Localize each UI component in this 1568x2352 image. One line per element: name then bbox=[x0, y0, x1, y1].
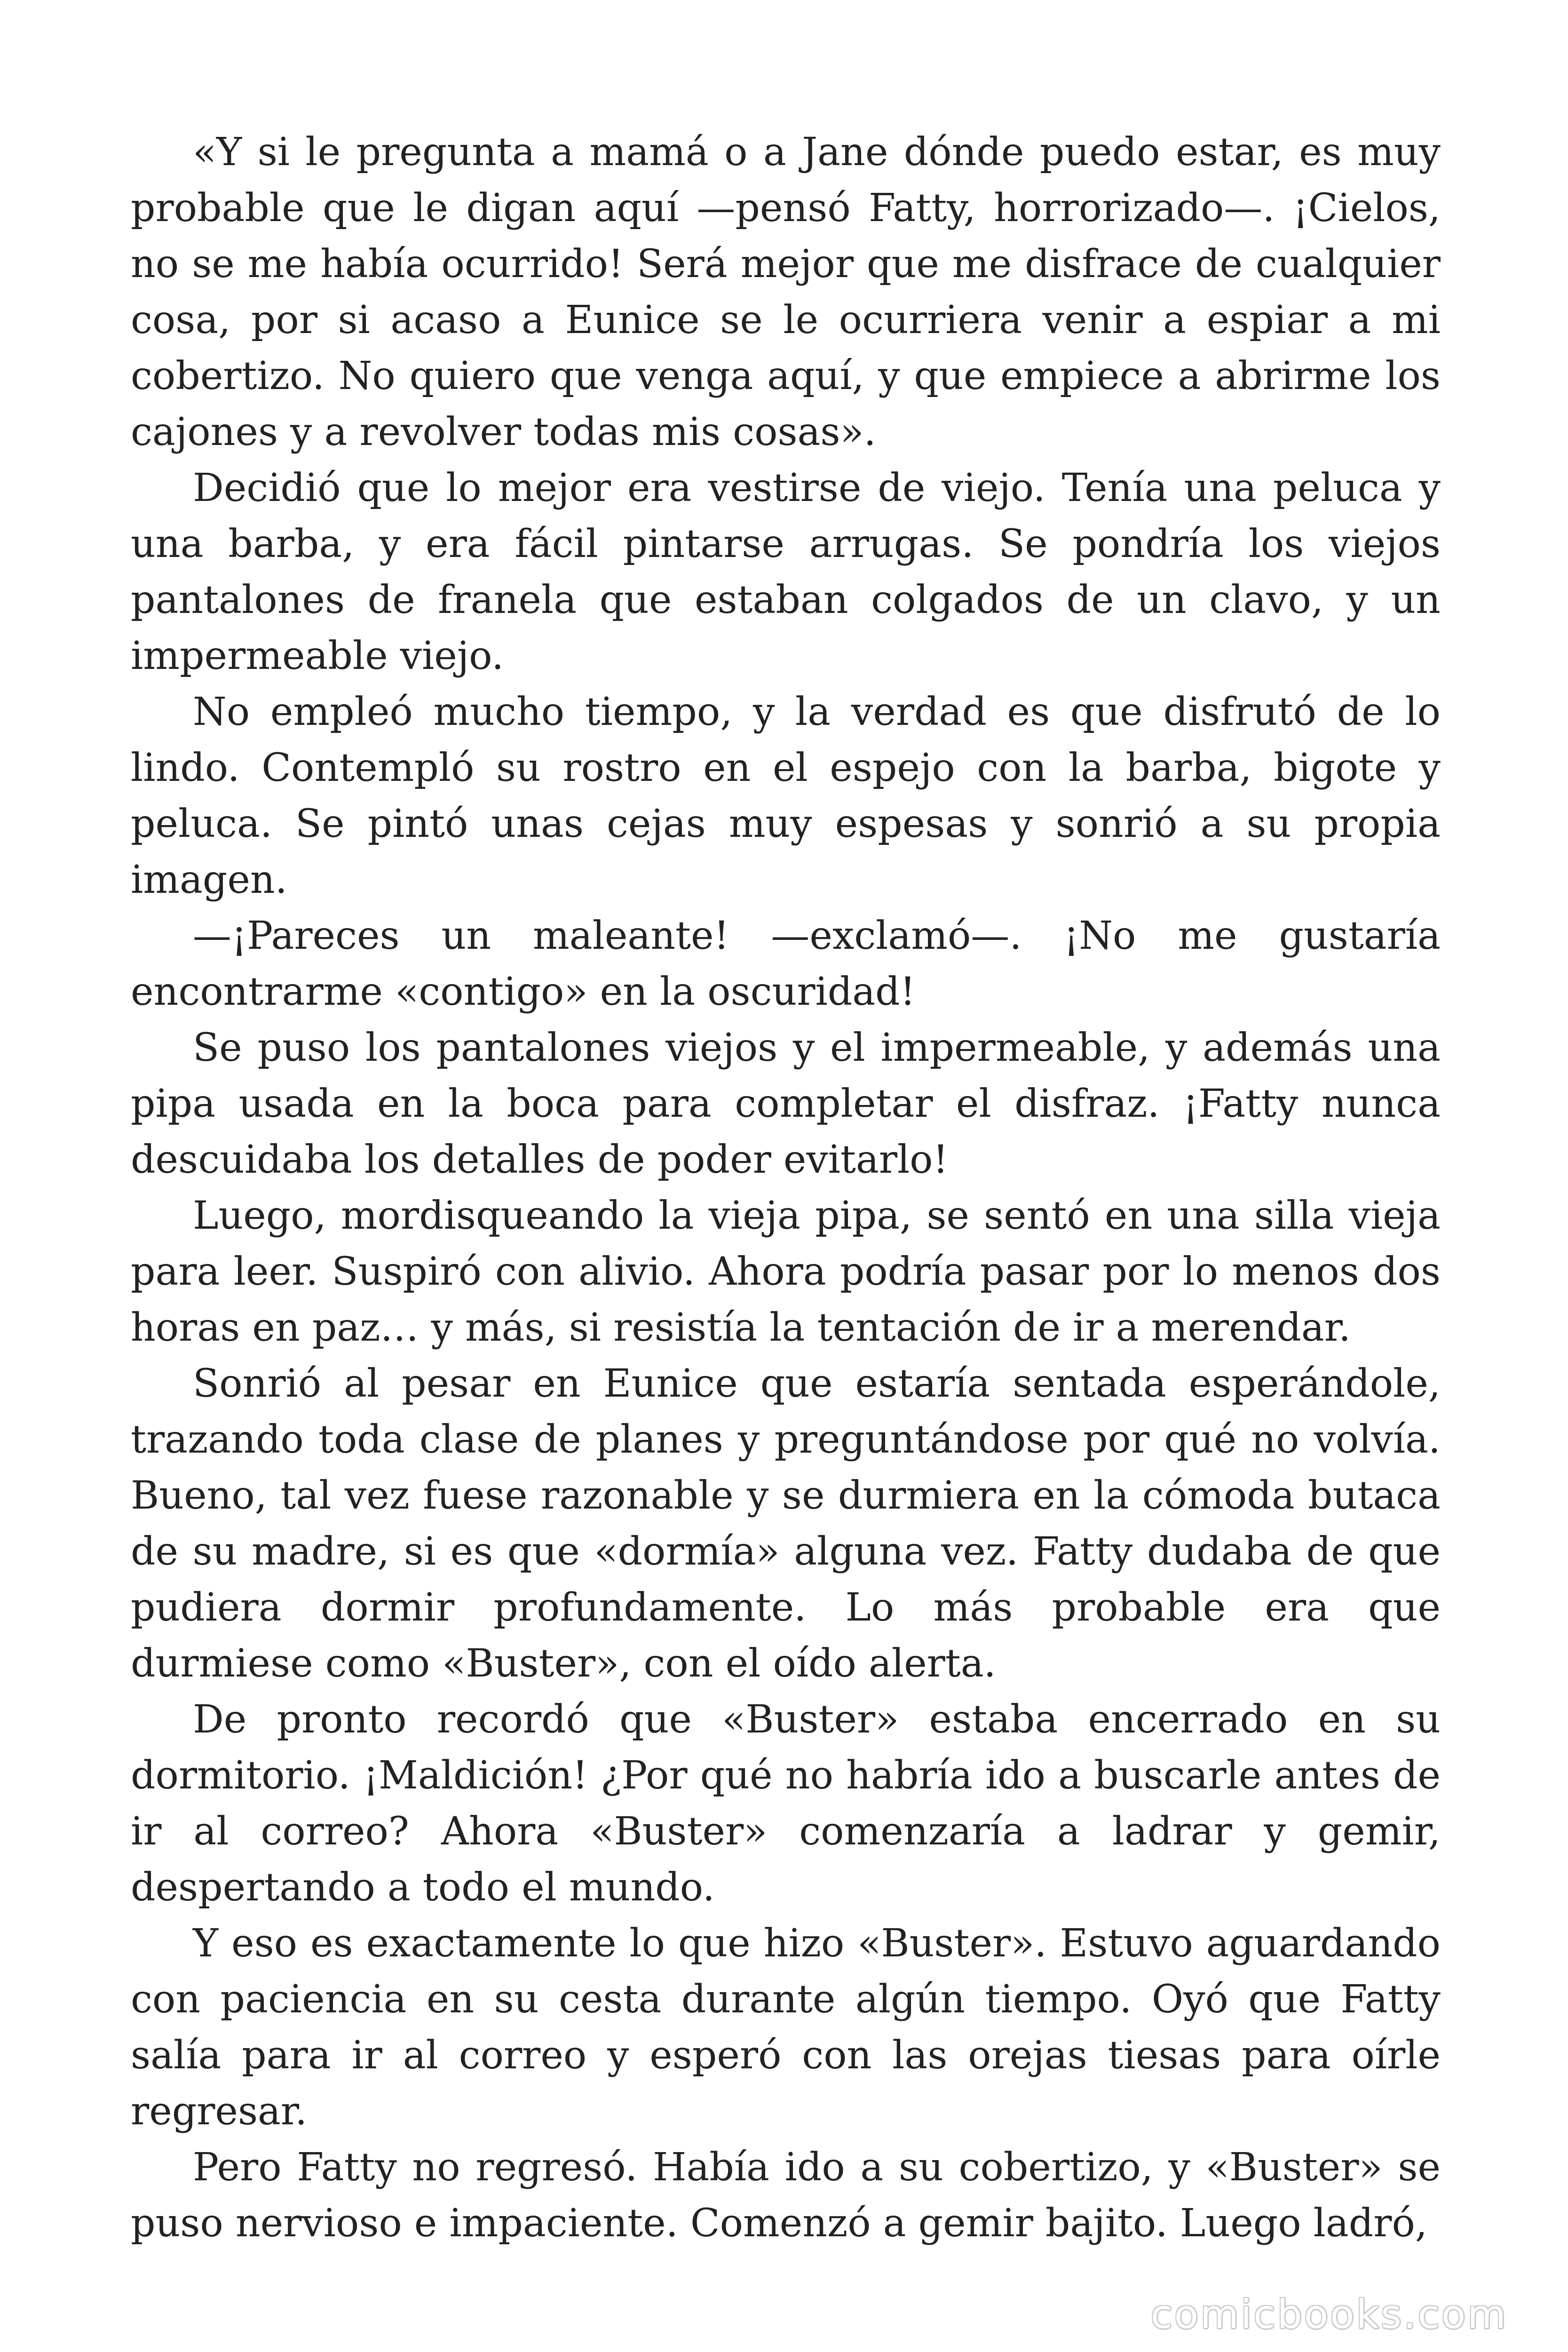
paragraph-5: Se puso los pantalones viejos y el impermeable, y además una pipa usada en la boca para completar el disfraz. ¡Fatty nunca descuidaba los detalles de poder evitarlo! bbox=[131, 1025, 1441, 1182]
paragraph-3: No empleó mucho tiempo, y la verdad es que disfrutó de lo lindo. Contempló su rostro en el espejo con la barba, bigote y peluca. Se pintó unas cejas muy espesas y sonrió a su propia imagen. bbox=[131, 690, 1441, 902]
paragraph-7: Sonrió al pesar en Eunice que estaría sentada esperándole, trazando toda clase de planes y preguntándose por qué no volvía. Bueno, tal vez fuese razonable y se durmiera en la cómoda butaca de su madre, si es que «dormía» alguna vez. Fatty dudaba de que pudiera dormir profundamente. Lo más probable era que durmiese como «Buster», con el oído alerta. bbox=[131, 1361, 1441, 1686]
paragraph-1: «Y si le pregunta a mamá o a Jane dónde puedo estar, es muy probable que le digan aquí —pensó Fatty, horrorizado—. ¡Cielos, no se me había ocurrido! Será mejor que me disfrace de cualquier cosa, por si acaso a Eunice se le ocurriera venir a espiar a mi cobertizo. No quiero que venga aquí, y que empiece a abrirme los cajones y a revolver todas mis cosas». bbox=[131, 130, 1441, 454]
paragraph-8: De pronto recordó que «Buster» estaba encerrado en su dormitorio. ¡Maldición! ¿Por qué no habría ido a buscarle antes de ir al correo? Ahora «Buster» comenzaría a ladrar y gemir, despertando a todo el mundo. bbox=[131, 1697, 1441, 1910]
paragraph-4: —¡Pareces un maleante! —exclamó—. ¡No me gustaría encontrarme «contigo» en la oscuridad! bbox=[131, 914, 1441, 1014]
watermark-text: comicbooks.com bbox=[1150, 2291, 1508, 2337]
paragraph-6: Luego, mordisqueando la vieja pipa, se sentó en una silla vieja para leer. Suspiró con alivio. Ahora podría pasar por lo menos dos horas en paz… y más, si resistía la tentación de ir a merendar. bbox=[131, 1193, 1441, 1350]
paragraph-2: Decidió que lo mejor era vestirse de viejo. Tenía una peluca y una barba, y era fácil pintarse arrugas. Se pondría los viejos pantalones de franela que estaban colgados de un clavo, y un impermeable viejo. bbox=[131, 466, 1441, 678]
book-page bbox=[131, 124, 1441, 2297]
paragraph-10: Pero Fatty no regresó. Había ido a su cobertizo, y «Buster» se puso nervioso e impaciente. Comenzó a gemir bajito. Luego ladró, bbox=[131, 2145, 1441, 2246]
paragraph-9: Y eso es exactamente lo que hizo «Buster». Estuvo aguardando con paciencia en su cesta durante algún tiempo. Oyó que Fatty salía para ir al correo y esperó con las orejas tiesas para oírle regresar. bbox=[131, 1921, 1441, 2134]
